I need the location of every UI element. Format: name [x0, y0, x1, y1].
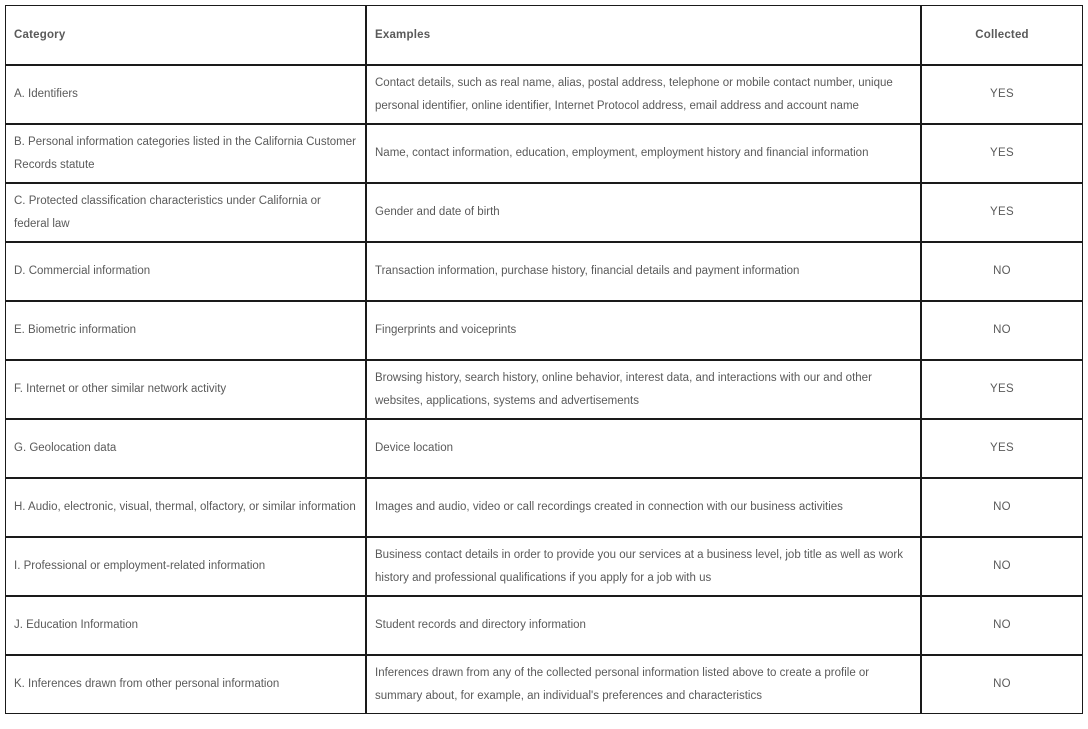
cell-collected: YES [921, 360, 1083, 419]
table-row [5, 655, 1083, 714]
cell-collected: YES [921, 65, 1083, 124]
cell-collected: NO [921, 301, 1083, 360]
cell-collected: YES [921, 183, 1083, 242]
table-row [5, 301, 1083, 360]
cell-examples: Transaction information, purchase history, financial details and payment information [366, 242, 921, 301]
column-header-category: Category [5, 5, 366, 65]
cell-category: I. Professional or employment-related information [5, 537, 366, 596]
cell-collected: NO [921, 242, 1083, 301]
table-row [5, 183, 1083, 242]
table-row [5, 242, 1083, 301]
cell-examples: Business contact details in order to provide you our services at a business level, job title as well as work history and professional qualifications if you apply for a job with us [366, 537, 921, 596]
cell-examples: Browsing history, search history, online behavior, interest data, and interactions with our and other websites, applications, systems and advertisements [366, 360, 921, 419]
cell-examples: Gender and date of birth [366, 183, 921, 242]
cell-examples: Fingerprints and voiceprints [366, 301, 921, 360]
cell-collected: NO [921, 655, 1083, 714]
cell-examples: Device location [366, 419, 921, 478]
cell-category: C. Protected classification characteristics under California or federal law [5, 183, 366, 242]
table-row [5, 478, 1083, 537]
cell-category: J. Education Information [5, 596, 366, 655]
table-row [5, 124, 1083, 183]
cell-examples: Images and audio, video or call recordings created in connection with our business activities [366, 478, 921, 537]
table-row [5, 419, 1083, 478]
cell-examples: Inferences drawn from any of the collected personal information listed above to create a profile or summary about, for example, an individual's preferences and characteristics [366, 655, 921, 714]
cell-category: E. Biometric information [5, 301, 366, 360]
table-header-row [5, 5, 1083, 65]
cell-collected: NO [921, 478, 1083, 537]
column-header-collected: Collected [921, 5, 1083, 65]
column-header-examples: Examples [366, 5, 921, 65]
cell-examples: Name, contact information, education, employment, employment history and financial information [366, 124, 921, 183]
table-body [5, 5, 1083, 714]
cell-examples: Contact details, such as real name, alias, postal address, telephone or mobile contact number, unique personal identifier, online identifier, Internet Protocol address, email address and account name [366, 65, 921, 124]
cell-category: K. Inferences drawn from other personal information [5, 655, 366, 714]
cell-category: G. Geolocation data [5, 419, 366, 478]
personal-information-table [5, 5, 1083, 714]
cell-category: F. Internet or other similar network activity [5, 360, 366, 419]
cell-category: D. Commercial information [5, 242, 366, 301]
cell-category: B. Personal information categories listed in the California Customer Records statute [5, 124, 366, 183]
cell-collected: NO [921, 537, 1083, 596]
cell-collected: YES [921, 419, 1083, 478]
table-row [5, 65, 1083, 124]
table-row [5, 360, 1083, 419]
table-row [5, 596, 1083, 655]
cell-category: A. Identifiers [5, 65, 366, 124]
cell-collected: YES [921, 124, 1083, 183]
cell-examples: Student records and directory information [366, 596, 921, 655]
table-row [5, 537, 1083, 596]
cell-collected: NO [921, 596, 1083, 655]
cell-category: H. Audio, electronic, visual, thermal, olfactory, or similar information [5, 478, 366, 537]
